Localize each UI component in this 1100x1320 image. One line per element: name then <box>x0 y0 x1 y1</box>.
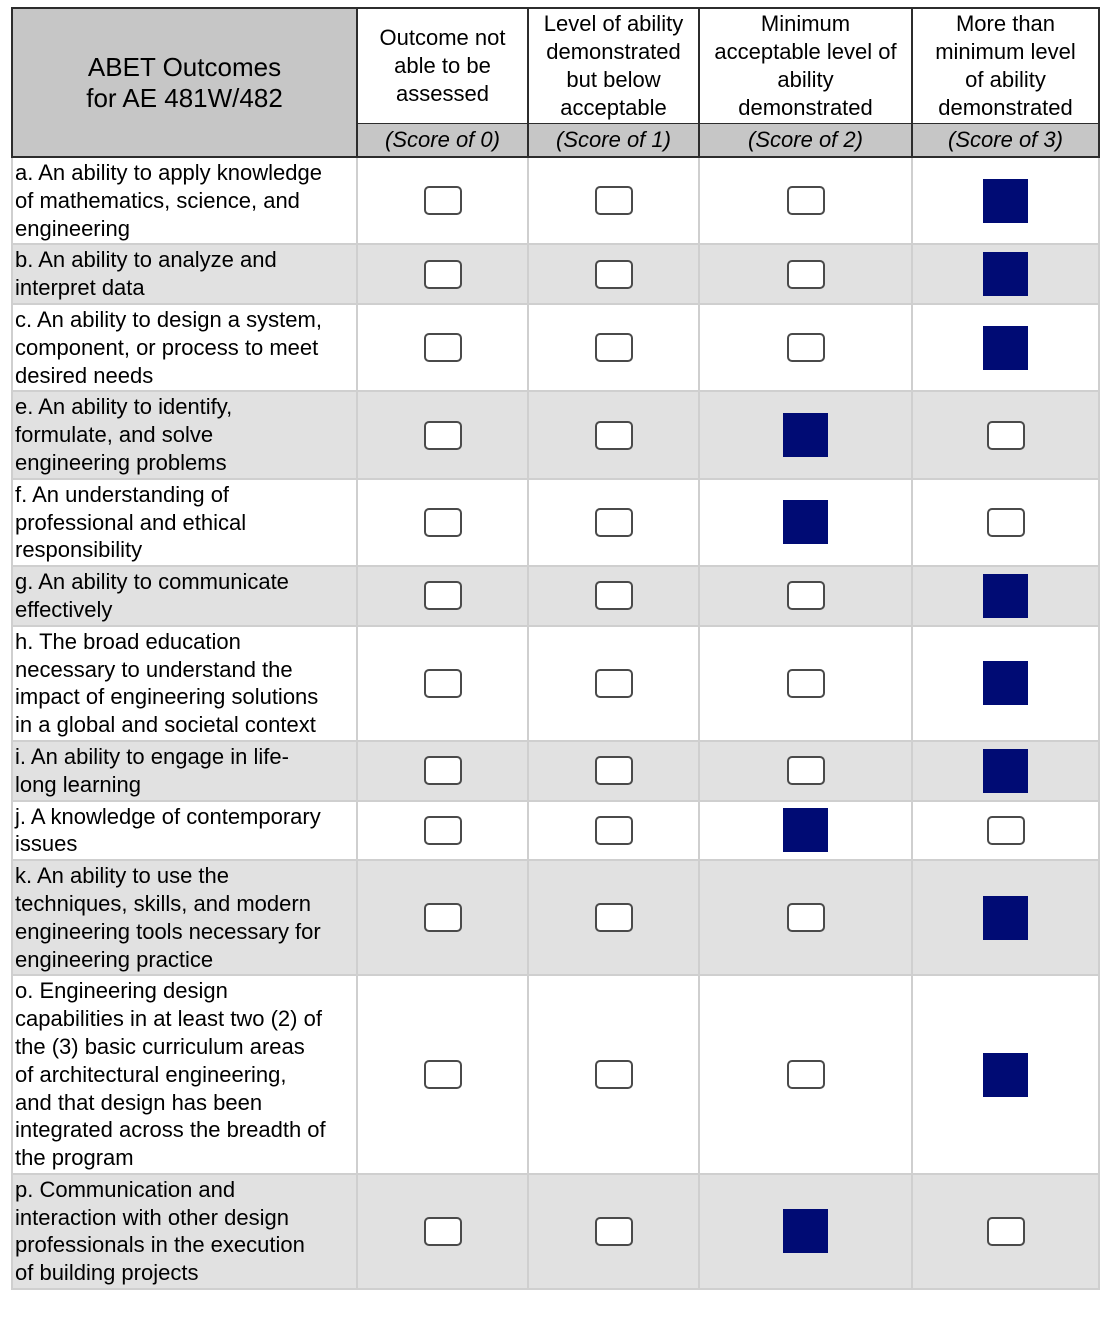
score-2-checkbox-checked[interactable] <box>783 500 828 544</box>
outcome-label <box>12 244 357 304</box>
score-3-checkbox-checked[interactable] <box>983 661 1028 705</box>
column-header-score-2 <box>699 8 912 124</box>
outcome-label-line: desired needs <box>15 362 154 388</box>
table-row <box>12 975 1099 1174</box>
score-3-checkbox[interactable] <box>987 816 1025 845</box>
score-cell <box>699 801 912 861</box>
column-header-line: acceptable <box>560 95 667 120</box>
score-3-checkbox-checked[interactable] <box>983 574 1028 618</box>
score-cell <box>357 801 528 861</box>
score-1-checkbox[interactable] <box>595 421 633 450</box>
outcome-label-line: g. An ability to communicate <box>15 569 289 595</box>
score-0-checkbox[interactable] <box>424 756 462 785</box>
score-2-checkbox-checked[interactable] <box>783 413 828 457</box>
table-row <box>12 801 1099 861</box>
outcome-label-line: f. An understanding of <box>15 481 230 507</box>
score-2-checkbox[interactable] <box>787 756 825 785</box>
table-row <box>12 479 1099 566</box>
column-header-score-0 <box>357 8 528 124</box>
score-cell <box>699 741 912 801</box>
table-row <box>12 1174 1099 1289</box>
score-cell <box>912 244 1099 304</box>
score-3-checkbox[interactable] <box>987 1217 1025 1246</box>
outcome-label-line: issues <box>15 831 78 857</box>
score-2-checkbox[interactable] <box>787 669 825 698</box>
column-header-score-1 <box>528 8 699 124</box>
score-1-checkbox[interactable] <box>595 508 633 537</box>
score-cell <box>357 479 528 566</box>
outcome-label-line: capabilities in at least two (2) of <box>15 1006 322 1032</box>
score-cell <box>912 860 1099 975</box>
outcome-label-line: a. An ability to apply knowledge <box>15 160 322 185</box>
outcome-label-line: the program <box>15 1145 134 1171</box>
score-0-checkbox[interactable] <box>424 581 462 610</box>
score-cell <box>528 244 699 304</box>
score-3-checkbox-checked[interactable] <box>983 179 1028 223</box>
outcome-label-line: interaction with other design <box>15 1204 289 1230</box>
score-cell <box>528 801 699 861</box>
score-3-checkbox-checked[interactable] <box>983 252 1028 296</box>
outcomes-body <box>12 157 1099 1289</box>
outcome-label <box>12 391 357 478</box>
column-header-line: assessed <box>396 81 489 106</box>
score-cell <box>912 391 1099 478</box>
score-3-checkbox[interactable] <box>987 421 1025 450</box>
table-row <box>12 157 1099 244</box>
score-cell <box>699 860 912 975</box>
score-cell <box>912 479 1099 566</box>
score-0-checkbox[interactable] <box>424 669 462 698</box>
outcome-label-line: in a global and societal context <box>15 712 316 738</box>
column-header-line: of ability <box>965 67 1046 92</box>
score-cell <box>699 479 912 566</box>
outcome-label <box>12 157 357 244</box>
outcome-label-line: long learning <box>15 771 141 797</box>
outcome-label-line: engineering practice <box>15 946 214 972</box>
table-row <box>12 626 1099 741</box>
outcome-label-line: of architectural engineering, <box>15 1061 287 1087</box>
column-header-line: acceptable level of <box>714 39 897 64</box>
score-2-checkbox[interactable] <box>787 186 825 215</box>
outcome-label-line: engineering problems <box>15 449 227 475</box>
score-3-checkbox-checked[interactable] <box>983 326 1028 370</box>
score-cell <box>699 157 912 244</box>
score-cell <box>912 1174 1099 1289</box>
outcome-label-line: professional and ethical <box>15 509 247 535</box>
score-0-checkbox[interactable] <box>424 333 462 362</box>
table-title-line: for AE 481W/482 <box>86 82 283 113</box>
score-cell <box>912 626 1099 741</box>
score-1-checkbox[interactable] <box>595 333 633 362</box>
column-header-score-3 <box>912 8 1099 124</box>
outcome-label-line: professionals in the execution <box>15 1232 305 1258</box>
score-0-checkbox[interactable] <box>424 421 462 450</box>
score-label-2: (Score of 2) <box>699 124 912 158</box>
outcome-label-line: and that design has been <box>15 1089 263 1115</box>
score-2-checkbox[interactable] <box>787 1060 825 1089</box>
outcome-label-line: i. An ability to engage in life- <box>15 743 289 769</box>
score-0-checkbox[interactable] <box>424 816 462 845</box>
score-cell <box>912 566 1099 626</box>
score-cell <box>699 391 912 478</box>
score-cell <box>699 566 912 626</box>
score-cell <box>357 1174 528 1289</box>
score-cell <box>357 391 528 478</box>
column-header-line: but below <box>566 67 661 92</box>
score-cell <box>357 566 528 626</box>
table-row <box>12 860 1099 975</box>
score-cell <box>912 741 1099 801</box>
score-cell <box>912 157 1099 244</box>
column-header-line: Minimum <box>760 11 851 36</box>
table-row <box>12 304 1099 391</box>
score-0-checkbox[interactable] <box>424 1060 462 1089</box>
column-header-line: ability <box>777 67 834 92</box>
outcome-label-line: of mathematics, science, and <box>15 187 300 213</box>
column-header-line: demonstrated <box>546 39 681 64</box>
score-3-checkbox[interactable] <box>987 508 1025 537</box>
score-cell <box>912 304 1099 391</box>
outcome-label-line: p. Communication and <box>15 1176 236 1202</box>
column-header-line: Level of ability <box>543 11 684 36</box>
score-cell <box>357 304 528 391</box>
outcome-label-line: responsibility <box>15 537 143 563</box>
score-cell <box>357 157 528 244</box>
outcome-label-line: engineering <box>15 215 130 241</box>
score-1-checkbox[interactable] <box>595 1217 633 1246</box>
score-3-checkbox-checked[interactable] <box>983 1053 1028 1097</box>
table-row <box>12 566 1099 626</box>
score-1-checkbox[interactable] <box>595 581 633 610</box>
abet-outcomes-table <box>11 7 1100 1290</box>
score-cell <box>912 975 1099 1174</box>
outcome-label <box>12 566 357 626</box>
column-header-line: demonstrated <box>938 95 1073 120</box>
outcome-label <box>12 479 357 566</box>
outcome-label <box>12 1174 357 1289</box>
score-cell <box>699 626 912 741</box>
score-cell <box>528 741 699 801</box>
score-cell <box>699 304 912 391</box>
score-label-3: (Score of 3) <box>912 124 1099 158</box>
score-cell <box>528 157 699 244</box>
outcome-label-line: interpret data <box>15 275 145 301</box>
score-3-checkbox-checked[interactable] <box>983 896 1028 940</box>
score-3-checkbox-checked[interactable] <box>983 749 1028 793</box>
score-cell <box>699 1174 912 1289</box>
score-0-checkbox[interactable] <box>424 508 462 537</box>
score-0-checkbox[interactable] <box>424 903 462 932</box>
score-cell <box>357 244 528 304</box>
outcome-label <box>12 741 357 801</box>
column-header-line: Outcome not <box>379 25 506 50</box>
score-2-checkbox-checked[interactable] <box>783 1209 828 1253</box>
outcome-label-line: j. A knowledge of contemporary <box>15 803 321 829</box>
score-cell <box>357 860 528 975</box>
column-header-line: able to be <box>394 53 491 78</box>
score-1-checkbox[interactable] <box>595 260 633 289</box>
table-title-cell <box>12 8 357 157</box>
outcome-label <box>12 860 357 975</box>
score-2-checkbox[interactable] <box>787 333 825 362</box>
outcome-label-line: of building projects <box>15 1260 199 1286</box>
outcome-label-line: k. An ability to use the <box>15 863 230 889</box>
outcome-label <box>12 801 357 861</box>
outcome-label <box>12 304 357 391</box>
column-header-line: More than <box>955 11 1056 36</box>
outcome-label-line: h. The broad education <box>15 628 241 654</box>
score-cell <box>528 479 699 566</box>
outcome-label-line: formulate, and solve <box>15 422 214 448</box>
table-row <box>12 391 1099 478</box>
score-label-0: (Score of 0) <box>357 124 528 158</box>
outcome-label-line: impact of engineering solutions <box>15 684 319 710</box>
outcome-label-line: techniques, skills, and modern <box>15 890 311 916</box>
score-1-checkbox[interactable] <box>595 816 633 845</box>
score-cell <box>357 975 528 1174</box>
outcome-label-line: effectively <box>15 596 113 622</box>
table-row <box>12 244 1099 304</box>
table-row <box>12 741 1099 801</box>
score-0-checkbox[interactable] <box>424 186 462 215</box>
column-header-line: demonstrated <box>738 95 873 120</box>
score-2-checkbox[interactable] <box>787 260 825 289</box>
outcome-label-line: engineering tools necessary for <box>15 918 321 944</box>
score-cell <box>912 801 1099 861</box>
score-1-checkbox[interactable] <box>595 186 633 215</box>
outcome-label-line: b. An ability to analyze and <box>15 247 277 273</box>
outcome-label-line: e. An ability to identify, <box>15 394 233 420</box>
score-cell <box>699 975 912 1174</box>
score-1-checkbox[interactable] <box>595 669 633 698</box>
score-cell <box>528 626 699 741</box>
table-title-line: ABET Outcomes <box>87 51 282 82</box>
score-1-checkbox[interactable] <box>595 756 633 785</box>
score-2-checkbox-checked[interactable] <box>783 808 828 852</box>
score-cell <box>528 566 699 626</box>
outcome-label-line: c. An ability to design a system, <box>15 306 322 332</box>
score-2-checkbox[interactable] <box>787 903 825 932</box>
score-cell <box>699 244 912 304</box>
outcome-label-line: component, or process to meet <box>15 334 319 360</box>
outcome-label <box>12 975 357 1174</box>
score-2-checkbox[interactable] <box>787 581 825 610</box>
score-cell <box>528 975 699 1174</box>
score-1-checkbox[interactable] <box>595 903 633 932</box>
score-cell <box>528 304 699 391</box>
column-header-line: minimum level <box>935 39 1076 64</box>
outcome-label-line: integrated across the breadth of <box>15 1117 326 1143</box>
outcome-label-line: the (3) basic curriculum areas <box>15 1033 305 1059</box>
score-cell <box>528 391 699 478</box>
score-cell <box>528 860 699 975</box>
outcome-label-line: o. Engineering design <box>15 978 228 1004</box>
score-cell <box>357 626 528 741</box>
score-label-1: (Score of 1) <box>528 124 699 158</box>
score-1-checkbox[interactable] <box>595 1060 633 1089</box>
score-cell <box>528 1174 699 1289</box>
score-0-checkbox[interactable] <box>424 1217 462 1246</box>
outcome-label <box>12 626 357 741</box>
outcome-label-line: necessary to understand the <box>15 656 293 682</box>
score-cell <box>357 741 528 801</box>
score-0-checkbox[interactable] <box>424 260 462 289</box>
